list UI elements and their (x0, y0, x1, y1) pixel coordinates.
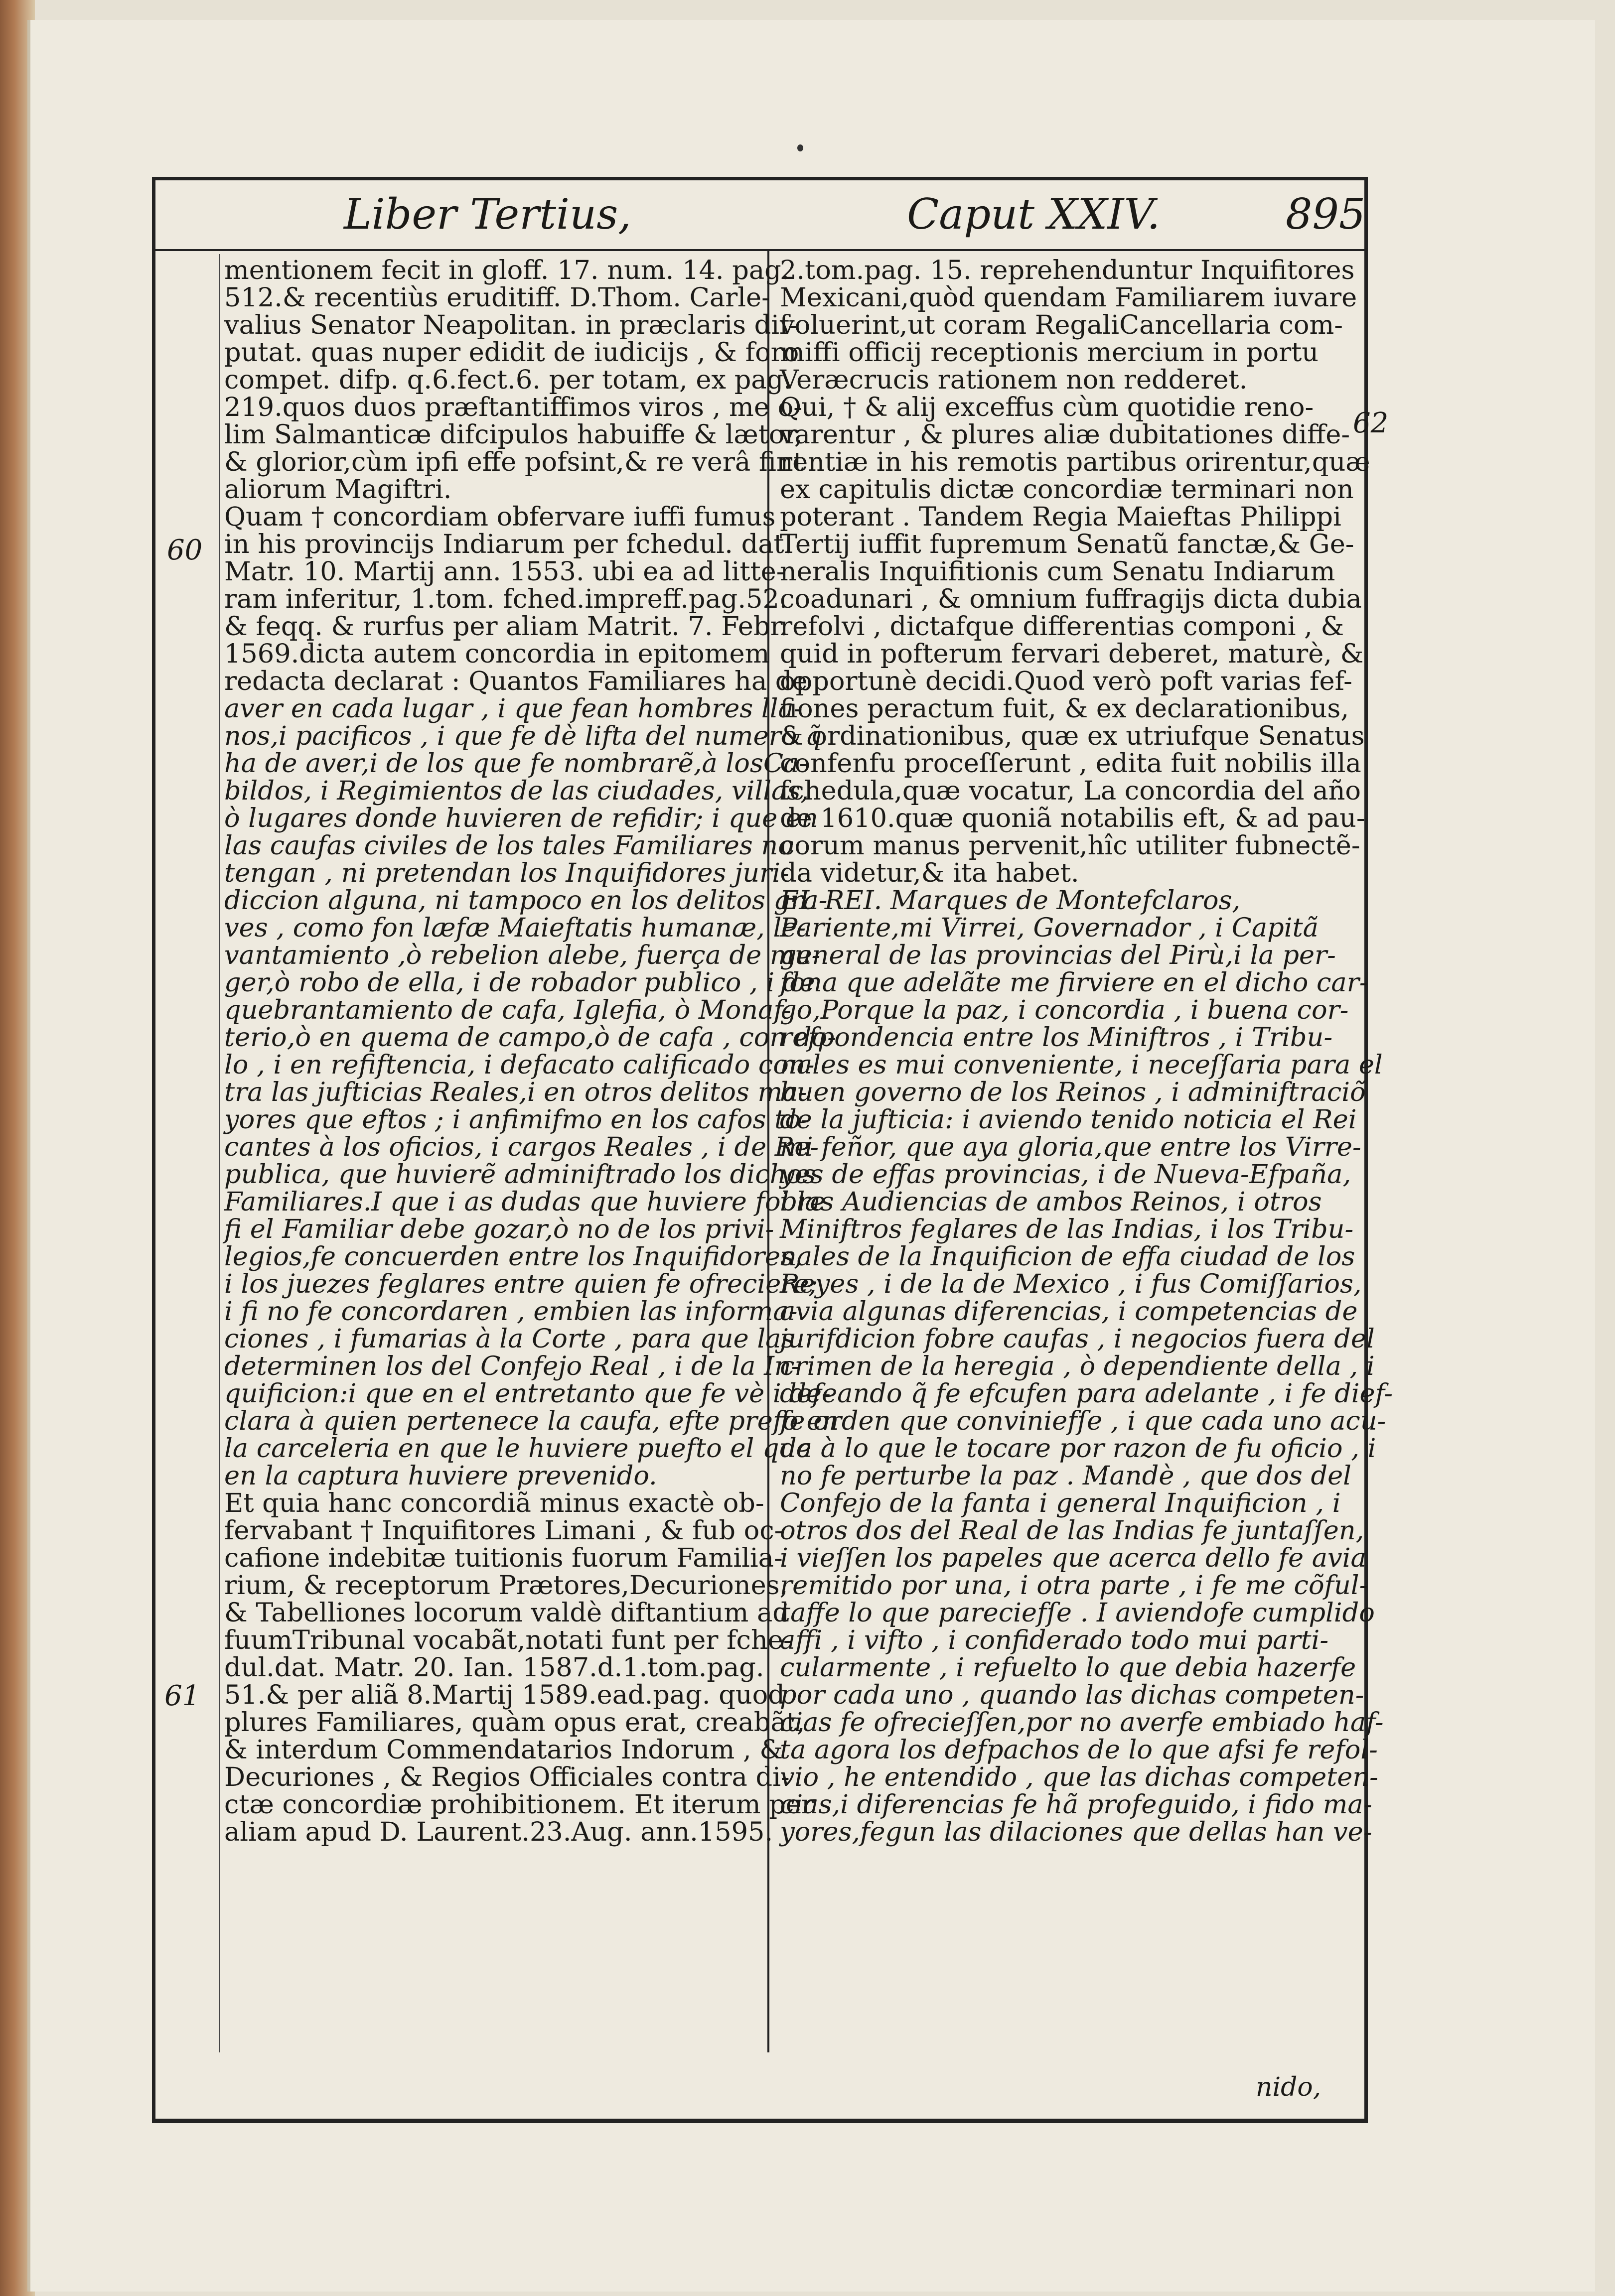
text-line: Confejo de la fanta i general Inquificion , i (780, 1488, 1341, 1518)
text-line: i las Audiencias de ambos Reinos, i otros (780, 1187, 1322, 1217)
text-line: opportunè decidi.Quod verò poft varias fef- (780, 666, 1352, 696)
text-line: ciones , i fumarias à la Corte , para que las (224, 1324, 795, 1354)
text-line: fiones peractum fuit, & ex declarationibus, (780, 693, 1349, 724)
text-line: in his provincijs Indiarum per fchedul. dat. (224, 529, 793, 559)
text-line: la carceleria en que le huviere puefto el que (224, 1433, 812, 1464)
text-line: & glorior,cùm ipfi effe pofsint,& re verâ fint (224, 447, 804, 477)
text-line: da videtur,& ita habet. (780, 858, 1079, 888)
text-line: yes de effas provincias, i de Nueva-Efpaña, (780, 1159, 1351, 1190)
text-line: Tertij iuffit fupremum Senatũ fanctæ,& Ge- (780, 529, 1354, 559)
text-line: aliorum Magiftri. (224, 474, 452, 505)
text-line: fi el Familiar debe gozar,ò no de los privi- (224, 1214, 774, 1244)
text-line: mi feñor, que aya gloria,que entre los Virre- (780, 1132, 1361, 1162)
text-line: poterant . Tandem Regia Maieftas Philippi (780, 502, 1341, 532)
text-line: aver en cada lugar , i que fean hombres lla- (224, 693, 803, 724)
text-line: defeando q̃ fe efcufen para adelante , i fe dief- (780, 1378, 1393, 1409)
text-line: EL REI. Marques de Montefclaros, (780, 885, 1241, 916)
text-line: yores,fegun las dilaciones que dellas han ve- (780, 1817, 1372, 1847)
text-line: terio,ò en quema de campo,ò de cafa , con do- (224, 1022, 836, 1053)
text-line: fona que adelãte me firviere en el dicho car- (780, 967, 1368, 998)
text-line: coadunari , & omnium fuffragijs dicta dubia (780, 584, 1362, 614)
text-line: buen governo de los Reinos , i adminiftraciõ (780, 1077, 1366, 1107)
text-line: Decuriones , & Regios Officiales contra di- (224, 1762, 790, 1792)
page-number: 895 (1286, 190, 1366, 239)
text-line: general de las provincias del Pirù,i la per- (780, 940, 1336, 970)
text-line: legios,fe concuerden entre los Inquifidores, (224, 1241, 802, 1272)
text-line: vio , he entendido , que las dichas competen- (780, 1762, 1378, 1792)
text-line: 2.tom.pag. 15. reprehenduntur Inquifitores (780, 255, 1355, 285)
text-line: Matr. 10. Martij ann. 1553. ubi ea ad litte- (224, 556, 785, 587)
running-head-book: Liber Tertius, (344, 190, 631, 239)
text-line: rium, & receptorum Prætores,Decuriones, (224, 1570, 788, 1601)
text-line: ha de aver,i de los que fe nombrarẽ,à losCa- (224, 748, 808, 779)
text-line: 1569.dicta autem concordia in epitomem (224, 639, 770, 669)
text-line: affi , i vifto , i confiderado todo mui parti- (780, 1625, 1329, 1655)
text-line: determinen los del Confejo Real , i de la In- (224, 1351, 800, 1381)
text-line: taffe lo que pareciefſe . I aviendofe cumplido (780, 1598, 1375, 1628)
text-line: bildos, i Regimientos de las ciudades, villas, (224, 776, 809, 806)
text-line: Pariente,mi Virrei, Governador , i Capitã (780, 913, 1319, 943)
text-line: & interdum Commendatarios Indorum , & (224, 1735, 783, 1765)
text-line: ò lugares donde huvieren de refidir; i que en (224, 803, 818, 833)
text-line: las caufas civiles de los tales Familiares no (224, 830, 794, 861)
text-line: Mexicani,quòd quendam Familiarem iuvare (780, 282, 1357, 313)
text-line: cafione indebitæ tuitionis fuorum Familia- (224, 1543, 783, 1573)
text-line: varentur , & plures aliæ dubitationes diffe- (780, 419, 1350, 450)
text-line: Et quia hanc concordiã minus exactè ob- (224, 1488, 764, 1518)
text-line: voluerint,ut coram RegaliCancellaria com- (780, 310, 1343, 340)
text-line: por cada uno , quando las dichas competen- (780, 1680, 1364, 1710)
text-line: fervabant † Inquifitores Limani , & fub oc- (224, 1515, 783, 1546)
text-line: en la captura huviere prevenido. (224, 1461, 657, 1491)
text-line: ta agora los defpachos de lo que afsi fe refol- (780, 1735, 1378, 1765)
text-line: tra las jufticias Reales,i en otros delitos ma- (224, 1077, 807, 1107)
margin-number-62: 62 (1353, 407, 1389, 439)
text-line: quebrantamiento de cafa, Iglefia, ò Monaf- (224, 995, 791, 1025)
text-line: refolvi , dictafque differentias componi , & (780, 611, 1344, 642)
text-line: i fi no fe concordaren , embien las informa- (224, 1296, 798, 1327)
text-line: plures Familiares, quàm opus erat, creabãt, (224, 1707, 805, 1738)
text-line: cias,i diferencias fe hã profeguido, i fido ma- (780, 1789, 1372, 1820)
bottom-rule (152, 2120, 1368, 2123)
text-line: dul.dat. Matr. 20. Ian. 1587.d.1.tom.pag. (224, 1652, 764, 1683)
margin-number-61: 61 (164, 1680, 200, 1712)
text-line: ves , como fon læfæ Maieftatis humanæ, le- (224, 913, 806, 943)
text-line: 51.& per aliã 8.Martij 1589.ead.pag. quod (224, 1680, 785, 1710)
text-line: cularmente , i refuelto lo que debia hazerfe (780, 1652, 1356, 1683)
running-head-chapter: Caput XXIV. (907, 190, 1161, 239)
text-line: yores que eftos ; i anfimifmo en los cafos to- (224, 1104, 810, 1135)
left-text-column (224, 255, 839, 1847)
text-line: quid in pofterum fervari deberet, maturè, & (780, 639, 1364, 669)
text-line: go,Porque la paz, i concordia , i buena cor- (780, 995, 1349, 1025)
text-line: compet. difp. q.6.fect.6. per totam, ex pag. (224, 365, 792, 395)
text-line: valius Senator Neapolitan. in præclaris dif- (224, 310, 797, 340)
text-line: lim Salmanticæ difcipulos habuiffe & lætor, (224, 419, 803, 450)
text-line: 512.& recentiùs eruditiff. D.Thom. Carle- (224, 282, 770, 313)
text-line: jurifdicion fobre caufas , i negocios fuera del (780, 1324, 1375, 1354)
ink-mark (797, 144, 803, 151)
text-line: Veræcrucis rationem non redderet. (780, 365, 1248, 395)
text-line: putat. quas nuper edidit de iudicijs , & foro (224, 337, 799, 368)
text-line: Familiares.I que i as dudas que huviere fobre (224, 1187, 826, 1217)
text-line: rentiæ in his remotis partibus orirentur,quæ (780, 447, 1370, 477)
catchword: nido, (1256, 2072, 1321, 2102)
text-line: lo , i en refiftencia, i defacato calificado con- (224, 1050, 815, 1080)
text-line: confenfu proceſſerunt , edita fuit nobilis illa (780, 748, 1361, 779)
text-line: cias fe ofrecieſſen,por no averfe embiado haf- (780, 1707, 1384, 1738)
text-line: & feqq. & rurfus per aliam Matrit. 7. Febr. (224, 611, 788, 642)
text-line: i los juezes feglares entre quien fe ofreciere; (224, 1269, 818, 1299)
text-line: Qui, † & alij exceffus cùm quotidie reno- (780, 392, 1314, 422)
header-rule (152, 249, 1368, 251)
text-line: mentionem fecit in gloff. 17. num. 14. pag. (224, 255, 790, 285)
text-line: crimen de la heregia , ò dependiente della , i (780, 1351, 1375, 1381)
text-line: nales es mui conveniente, i neceſſaria para el (780, 1050, 1383, 1080)
text-line: Quam † concordiam obfervare iuffi fumus (224, 502, 776, 532)
left-column-inner-rule (219, 254, 220, 2052)
text-line: Reyes , i de la de Mexico , i fus Comiſſarios, (780, 1269, 1362, 1299)
text-line: i vieſſen los papeles que acerca dello fe avia (780, 1543, 1366, 1573)
text-line: tengan , ni pretendan los Inquifidores juri- (224, 858, 789, 888)
text-line: fe orden que conviniefſe , i que cada uno acu- (780, 1406, 1386, 1436)
text-line: nos,i pacificos , i que fe dè lifta del numero q̃ (224, 721, 822, 751)
text-line: clara à quien pertenece la caufa, efte prefo en (224, 1406, 839, 1436)
text-line: quificion:i que en el entretanto que fe vè i de- (224, 1378, 831, 1409)
text-line: nales de la Inquificion de effa ciudad de los (780, 1241, 1355, 1272)
text-line: neralis Inquifitionis cum Senatu Indiarum (780, 556, 1335, 587)
text-line: otros dos del Real de las Indias fe juntaſſen, (780, 1515, 1364, 1546)
text-line: ram inferitur, 1.tom. fched.impreff.pag.52. (224, 584, 788, 614)
text-line: de la jufticia: i aviendo tenido noticia el Rei (780, 1104, 1357, 1135)
text-line: ctæ concordiæ prohibitionem. Et iterum per (224, 1789, 814, 1820)
text-line: diccion alguna, ni tampoco en los delitos gra- (224, 885, 828, 916)
text-line: Miniftros feglares de las Indias, i los Tribu- (780, 1214, 1354, 1244)
text-line: refpondencia entre los Miniftros , i Tribu- (780, 1022, 1333, 1053)
text-line: fuumTribunal vocabãt,notati funt per fche- (224, 1625, 792, 1655)
text-line: de 1610.quæ quoniã notabilis eft, & ad pau- (780, 803, 1365, 833)
text-line: miffi officij receptionis mercium in portu (780, 337, 1319, 368)
text-line: & ordinationibus, quæ ex utriufque Senatus (780, 721, 1365, 751)
text-line: redacta declarat : Quantos Familiares ha de (224, 666, 808, 696)
text-line: da à lo que le tocare por razon de fu oficio , i (780, 1433, 1376, 1464)
text-line: corum manus pervenit,hîc utiliter fubnectẽ- (780, 830, 1360, 861)
text-line: avia algunas diferencias, i competencias de (780, 1296, 1358, 1327)
text-line: & Tabelliones locorum valdè diftantium ad (224, 1598, 789, 1628)
text-line: ex capitulis dictæ concordiæ terminari non (780, 474, 1354, 505)
text-line: publica, que huvierẽ adminiftrado los dichos (224, 1159, 816, 1190)
text-line: cantes à los oficios, i cargos Reales , i de Re- (224, 1132, 819, 1162)
text-line: 219.quos duos præftantiffimos viros , me o- (224, 392, 802, 422)
text-line: fchedula,quæ vocatur, La concordia del año (780, 776, 1361, 806)
text-line: remitido por una, i otra parte , i fe me cõful- (780, 1570, 1368, 1601)
text-line: no fe perturbe la paz . Mandè , que dos del (780, 1461, 1351, 1491)
margin-number-60: 60 (167, 534, 203, 566)
text-line: vantamiento ,ò rebelion alebe, fuerça de mu- (224, 940, 821, 970)
text-line: aliam apud D. Laurent.23.Aug. ann.1595. (224, 1817, 773, 1847)
text-line: ger,ò robo de ella, i de robador publico , i de (224, 967, 815, 998)
